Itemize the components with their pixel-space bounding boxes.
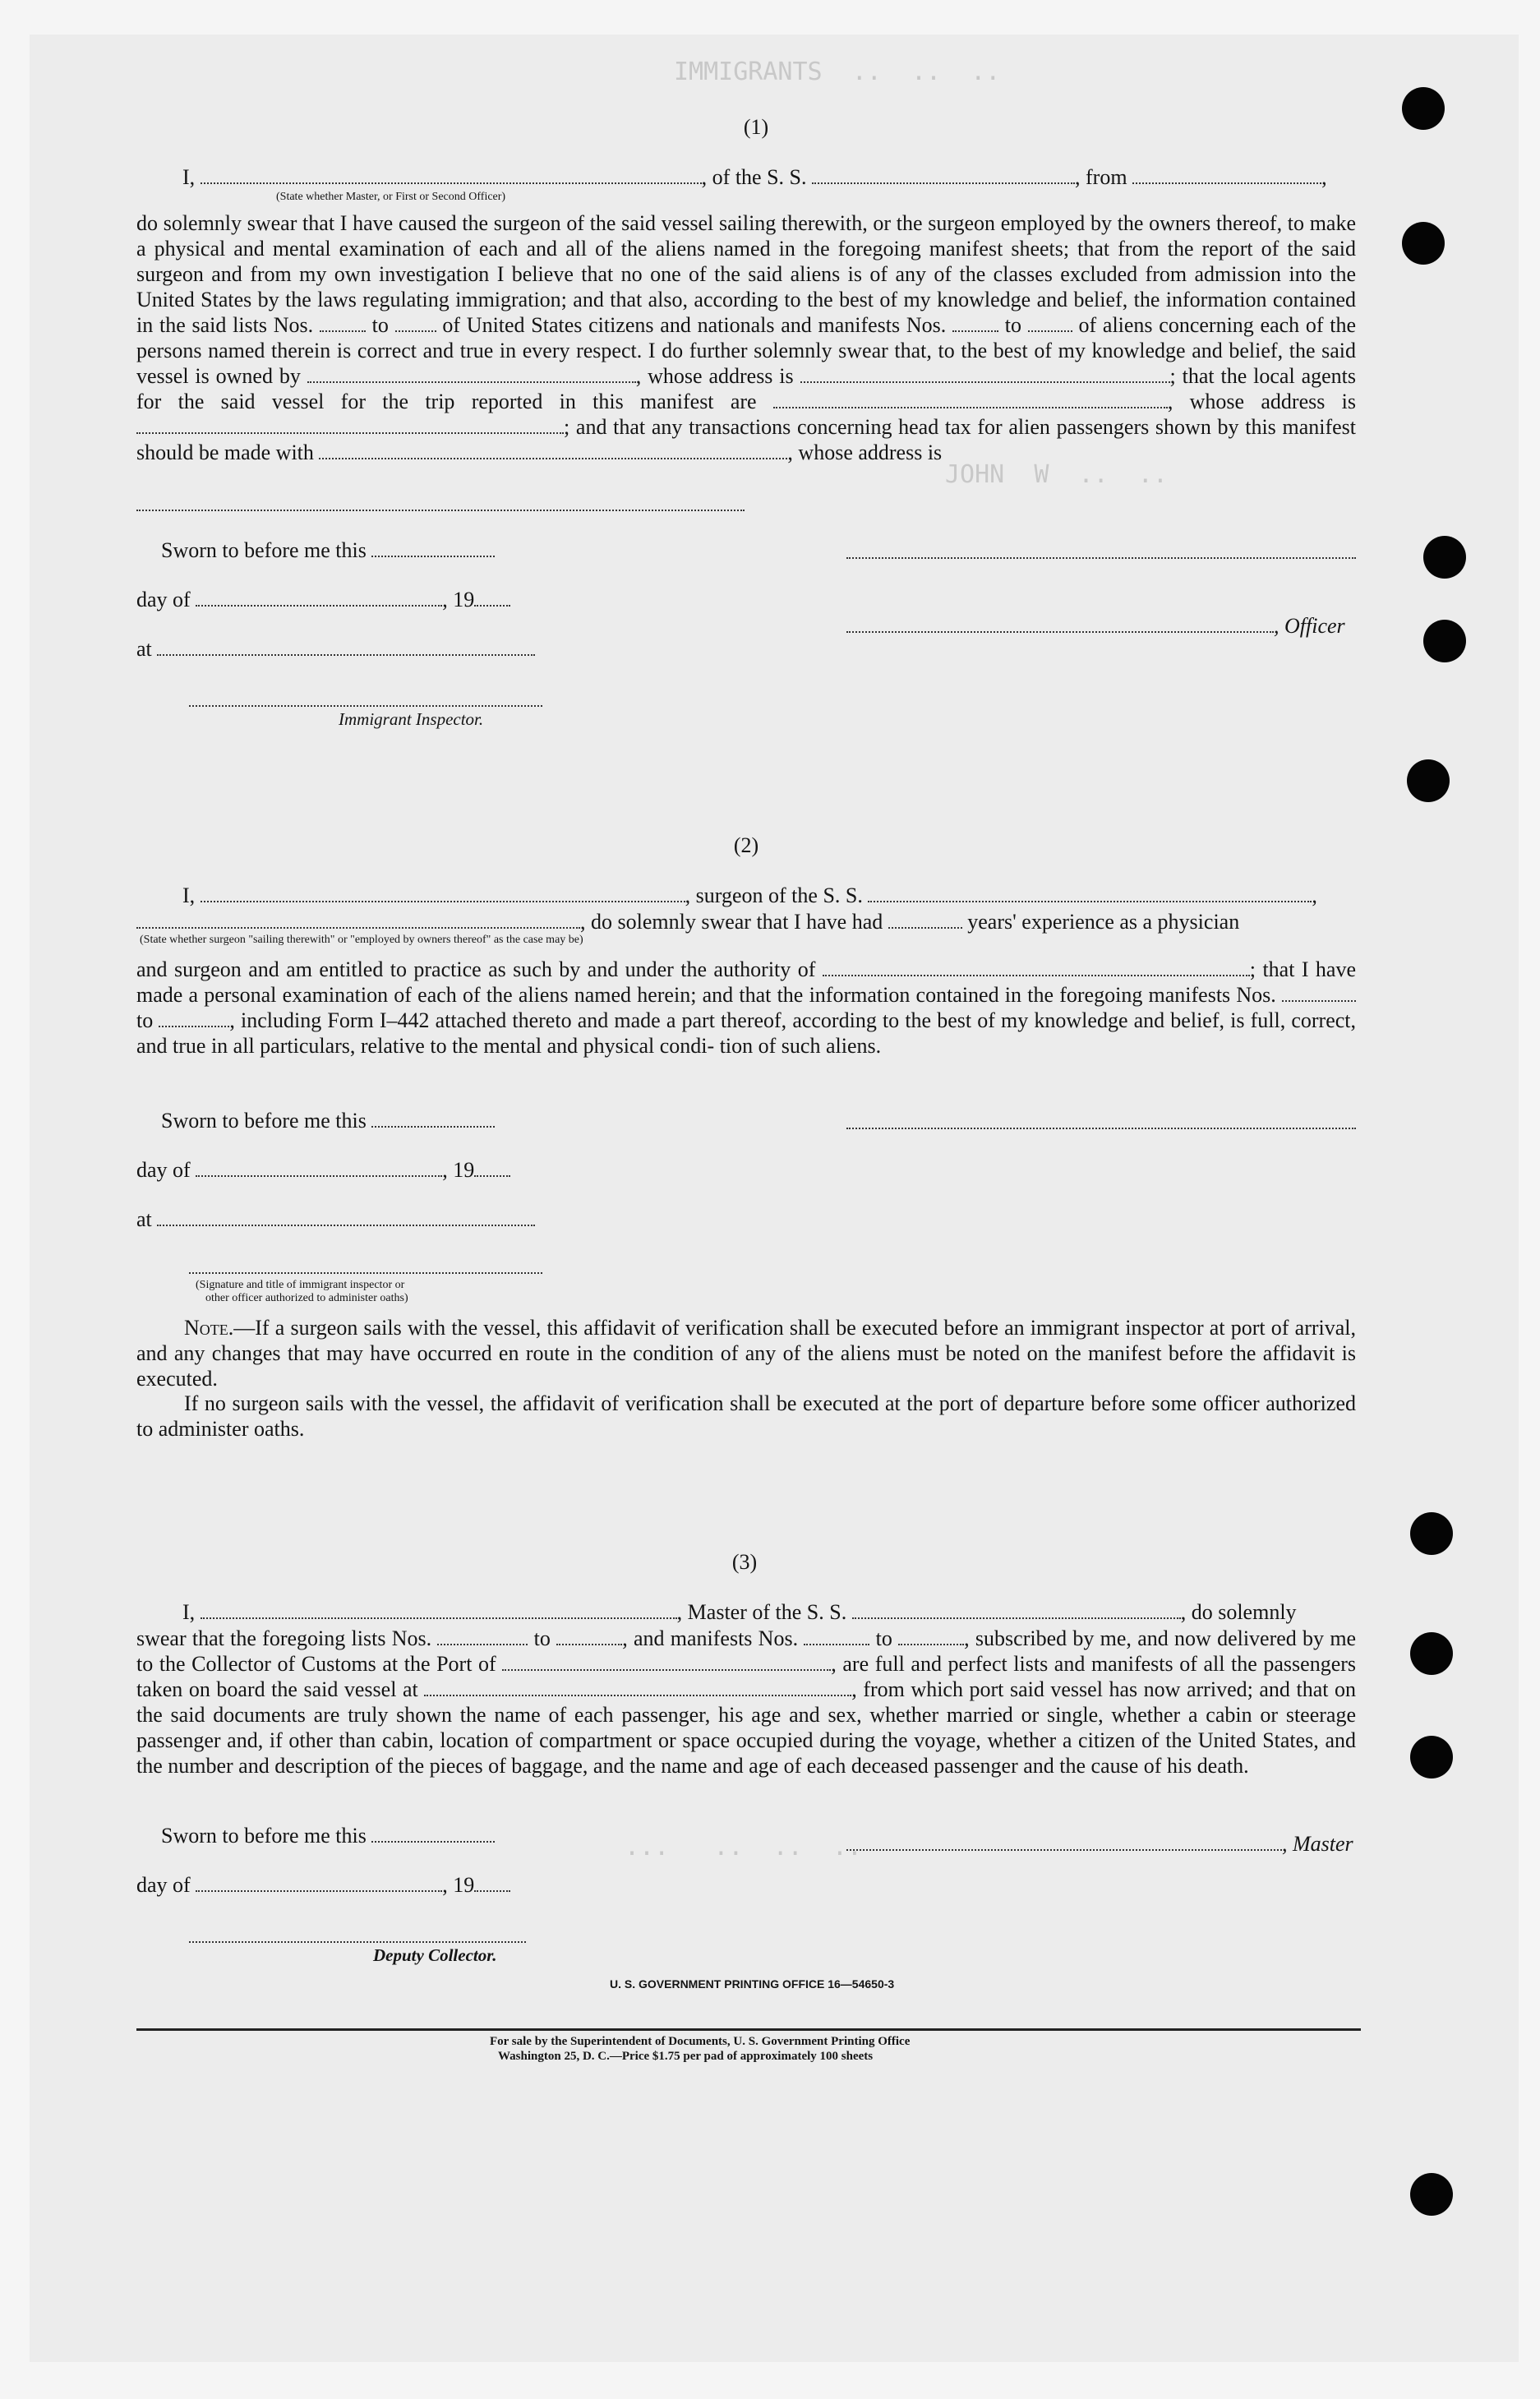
- sale-note-2: Washington 25, D. C.—Price $1.75 per pad of approximately 100 sheets: [498, 2050, 874, 2063]
- bleed-through-text: IMMIGRANTS .. .. ..: [674, 58, 1001, 86]
- surgeon-note-paragraph: Note.—If a surgeon sails with the vessel, this affidavit of verification shall be executed before an immigrant inspector at port of arrival, and any changes that may have occurred en route in the condition of any of the aliens must be noted on the manifest before the affidavit is executed.: [136, 1316, 1356, 1391]
- officer-signature-line: [846, 557, 1356, 559]
- punch-hole: [1423, 536, 1466, 579]
- sworn-line-2: Sworn to before me this: [161, 1108, 495, 1133]
- surgeon-note: (State whether surgeon "sailing therewith" or "employed by owners thereof" as the case may be): [140, 934, 583, 946]
- punch-hole: [1410, 2173, 1453, 2216]
- at-line-1: at: [136, 636, 535, 662]
- surgeon-signature-line: [846, 1128, 1356, 1129]
- bleed-through-text: ... .. .. ..: [625, 1833, 862, 1862]
- address-line: [136, 510, 745, 511]
- surgeon-line-2: , do solemnly swear that I have had years' experience as a physician: [136, 909, 1239, 934]
- punch-hole: [1402, 222, 1445, 265]
- punch-hole: [1410, 1736, 1453, 1778]
- signature-note-2: other officer authorized to administer oaths): [205, 1292, 408, 1304]
- footer-rule: [136, 2028, 1361, 2031]
- section-2-heading: (2): [733, 833, 759, 857]
- section-3-heading: (3): [731, 1550, 758, 1574]
- master-label: , Master: [846, 1831, 1353, 1857]
- punch-hole: [1410, 1512, 1453, 1555]
- punch-hole: [1402, 87, 1445, 130]
- sworn-line-3: Sworn to before me this: [161, 1823, 495, 1848]
- day-of-line-2: day of , 19: [136, 1157, 510, 1183]
- day-of-line-1: day of , 19: [136, 587, 510, 612]
- punch-hole: [1410, 1632, 1453, 1675]
- bleed-through-text: JOHN W .. ..: [945, 460, 1168, 489]
- officer-note: (State whether Master, or First or Second Officer): [276, 191, 506, 203]
- master-body: swear that the foregoing lists Nos. to , and manifests Nos. to , subscribed by me, and now delivered by me to the Collector of Customs at the Port of , are full and perfect lists and manifests of all the passengers taken on board the said vessel at , from which port said vessel has now arrived; and that on the said documents are truly shown the name of each passenger, his age and sex, whether married or single, whether a cabin or steerage passenger and, if other than cabin, location of compartment or space occupied during the voyage, whether a citizen of the United States, and the number and description of the pieces of baggage, and the name and age of each deceased passenger and the cause of his death.: [136, 1626, 1357, 1778]
- surgeon-line-1: I, , surgeon of the S. S. ,: [182, 883, 1317, 907]
- punch-hole: [1407, 759, 1450, 802]
- section-1-heading: (1): [743, 115, 769, 139]
- surgeon-body: and surgeon and am entitled to practice as such by and under the authority of ; that I have made a personal examination of each of the aliens named herein; and that the information contained in the foregoing manifests Nos. to , including Form I–442 attached thereto and made a part thereof, according to the best of my knowledge and belief, is full, correct, and true in all particulars, relative to the mental and physical condi- tion of such aliens.: [136, 957, 1357, 1058]
- inspector-label: Immigrant Inspector.: [339, 709, 484, 729]
- oath-body-1: do solemnly swear that I have caused the surgeon of the said vessel sailing therewith, or the surgeon employed by the owners thereof, to make a physical and mental examination of each and all of the aliens named in the foregoing manifest sheets; that from the report of the said surgeon and from my own investigation I believe that no one of the said aliens is of any of the classes excluded from admission into the United States by the laws regulating immigration; and that also, according to the best of my knowledge and belief, the information contained in the said lists Nos. to of United States citizens and nationals and manifests Nos. to of aliens concerning each of the persons named therein is correct and true in every respect. I do further solemnly swear that, to the best of my knowledge and belief, the said vessel is owned by , whose address is ; that the local agents for the said vessel for the trip reported in this manifest are , whose address is ; and that any transactions concerning head tax for alien passengers shown by this manifest should be made with , whose address is: [136, 211, 1357, 464]
- officer-label: , Officer: [846, 613, 1345, 639]
- punch-hole: [1423, 620, 1466, 662]
- deputy-label: Deputy Collector.: [373, 1945, 497, 1965]
- surgeon-note-paragraph-2: If no surgeon sails with the vessel, the affidavit of verification shall be executed at the port of departure before some officer authorized to administer oaths.: [136, 1391, 1356, 1441]
- day-of-line-3: day of , 19: [136, 1872, 510, 1898]
- master-line-1: I, , Master of the S. S. , do solemnly: [182, 1600, 1297, 1624]
- at-line-2: at: [136, 1206, 535, 1232]
- oath-line-1: I, , of the S. S. , from ,: [182, 165, 1327, 189]
- gpo-imprint: U. S. GOVERNMENT PRINTING OFFICE 16—54650-3: [610, 1977, 895, 1991]
- sworn-line-1: Sworn to before me this: [161, 537, 495, 563]
- sale-note-1: For sale by the Superintendent of Documents, U. S. Government Printing Office: [490, 2035, 911, 2048]
- inspector-signature-line-2: [189, 1272, 542, 1274]
- signature-note-1: (Signature and title of immigrant inspector or: [196, 1279, 405, 1291]
